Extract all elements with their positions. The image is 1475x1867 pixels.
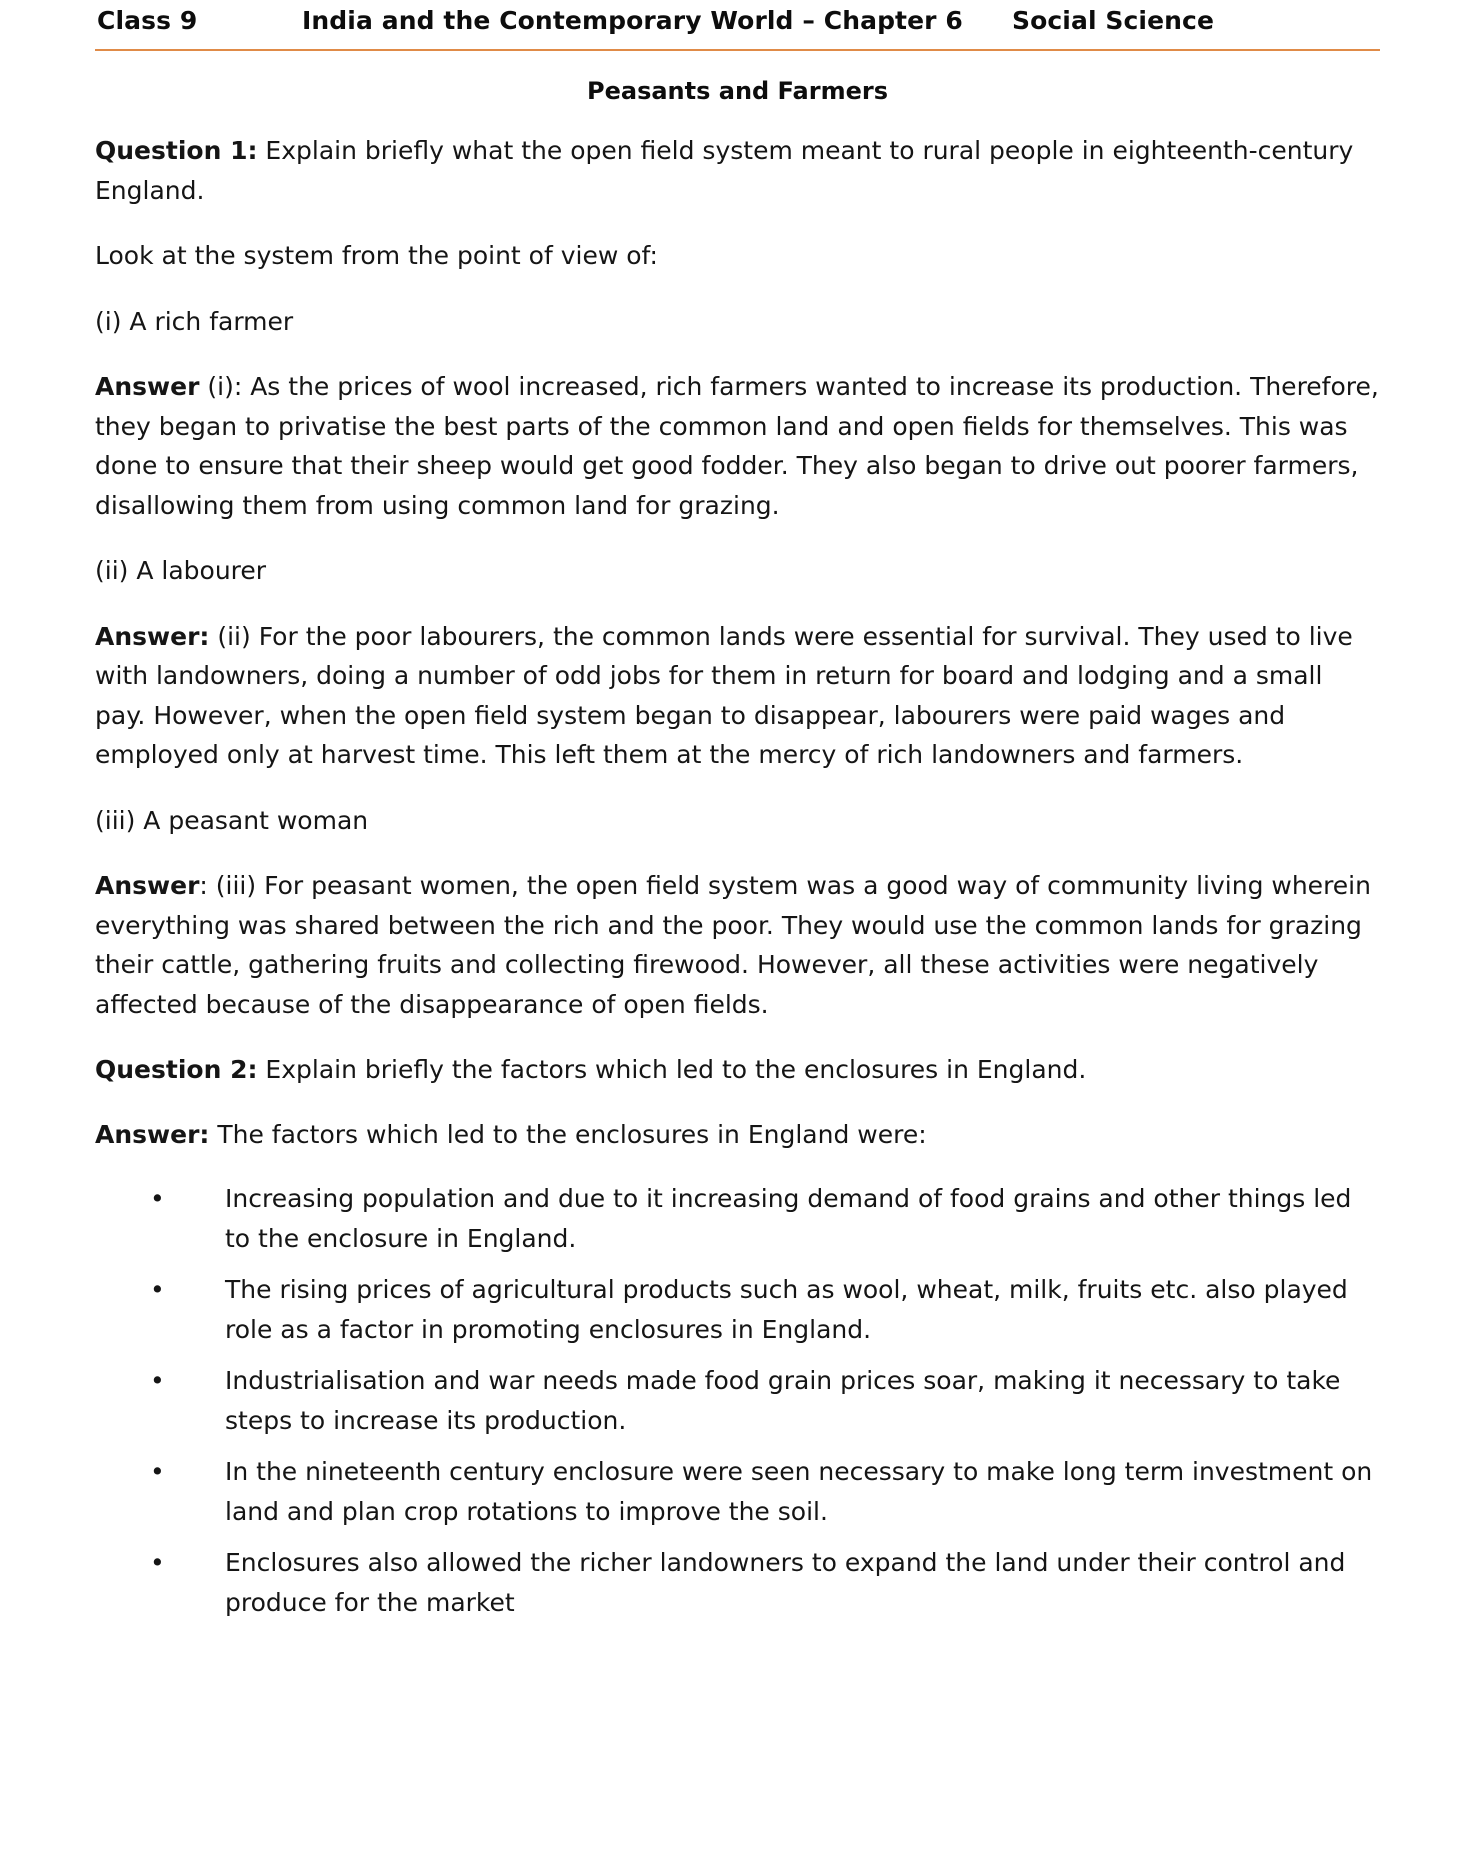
answer-1-part-i bbox=[95, 367, 1380, 525]
question-2-label: Question 2: bbox=[95, 1055, 258, 1084]
question-1-part-ii-prompt: (ii) A labourer bbox=[95, 556, 267, 585]
answer-2-text: The factors which led to the enclosures in England were: bbox=[209, 1119, 927, 1149]
question-1-text: Explain briefly what the open field system meant to rural people in eighteenth-century England. bbox=[95, 136, 1354, 205]
bullet-icon: • bbox=[150, 1457, 165, 1486]
list-item bbox=[95, 1543, 1380, 1622]
bullet-icon: • bbox=[150, 1184, 165, 1213]
question-1 bbox=[95, 131, 1380, 210]
answer-1-part-iii bbox=[95, 866, 1380, 1024]
answer-1-part-ii-label: Answer: bbox=[95, 621, 210, 651]
question-1-part-i-prompt: (i) A rich farmer bbox=[95, 306, 294, 336]
list-item-text: In the nineteenth century enclosure were seen necessary to make long term investment on land and plan crop rotations to improve the soil. bbox=[225, 1457, 1373, 1526]
page-title: Peasants and Farmers bbox=[587, 77, 888, 105]
answer-1-part-iii-label: Answer bbox=[95, 871, 200, 900]
list-item bbox=[95, 1361, 1380, 1440]
header-divider bbox=[95, 49, 1380, 51]
header-subject: Social Science bbox=[1012, 6, 1215, 35]
header-book-chapter: India and the Contemporary World – Chapter 6 bbox=[302, 6, 963, 35]
list-item-text: The rising prices of agricultural products such as wool, wheat, milk, fruits etc. also played role as a factor in promoting enclosures in England. bbox=[225, 1275, 1348, 1344]
bullet-icon: • bbox=[150, 1275, 165, 1304]
list-item bbox=[95, 1179, 1380, 1258]
answer-2-bullet-list bbox=[95, 1179, 1380, 1622]
bullet-icon: • bbox=[150, 1548, 165, 1577]
answer-1-part-ii-text: (ii) For the poor labourers, the common lands were essential for survival. They used to live with landowners, doing a number of odd jobs for them in return for board and lodging and a small pay. However, when the open field system began to disappear, labourers were paid wages and employed only at harvest time. This left them at the mercy of rich landowners and farmers. bbox=[95, 621, 1353, 769]
question-1-part-iii-prompt: (iii) A peasant woman bbox=[95, 805, 369, 835]
answer-1-part-i-text: (i): As the prices of wool increased, rich farmers wanted to increase its production. Therefore, they began to privatise the best parts of the common land and open fields for themselves. This was done to ensure that their sheep would get good fodder. They also began to drive out poorer farmers, disallowing them from using common land for grazing. bbox=[95, 372, 1379, 520]
question-2-text: Explain briefly the factors which led to the enclosures in England. bbox=[257, 1055, 1087, 1084]
question-1-instruction: Look at the system from the point of view of: bbox=[95, 241, 658, 270]
answer-1-part-ii bbox=[95, 617, 1380, 775]
list-item-text: Increasing population and due to it increasing demand of food grains and other things led to the enclosure in England. bbox=[225, 1184, 1352, 1253]
answer-2-intro bbox=[95, 1115, 1380, 1155]
answer-1-part-iii-text: : (iii) For peasant women, the open field system was a good way of community living wherein everything was shared between the rich and the poor. They would use the common lands for grazing their cattle, gathering fruits and collecting firewood. However, all these activities were negatively affected because of the disappearance of open fields. bbox=[95, 871, 1371, 1019]
list-item-text: Enclosures also allowed the richer landowners to expand the land under their control and produce for the market bbox=[225, 1548, 1346, 1617]
list-item bbox=[95, 1452, 1380, 1531]
question-1-label: Question 1: bbox=[95, 136, 258, 165]
page-header bbox=[95, 0, 1380, 35]
page-bottom-spacer bbox=[95, 1622, 1380, 1652]
answer-1-part-i-label: Answer bbox=[95, 372, 200, 401]
answer-2-label: Answer: bbox=[95, 1119, 210, 1149]
question-2 bbox=[95, 1050, 1380, 1090]
list-item-text: Industrialisation and war needs made food grain prices soar, making it necessary to take steps to increase its production. bbox=[225, 1366, 1341, 1435]
header-class-label: Class 9 bbox=[97, 6, 198, 35]
list-item bbox=[95, 1270, 1380, 1349]
bullet-icon: • bbox=[150, 1366, 165, 1395]
